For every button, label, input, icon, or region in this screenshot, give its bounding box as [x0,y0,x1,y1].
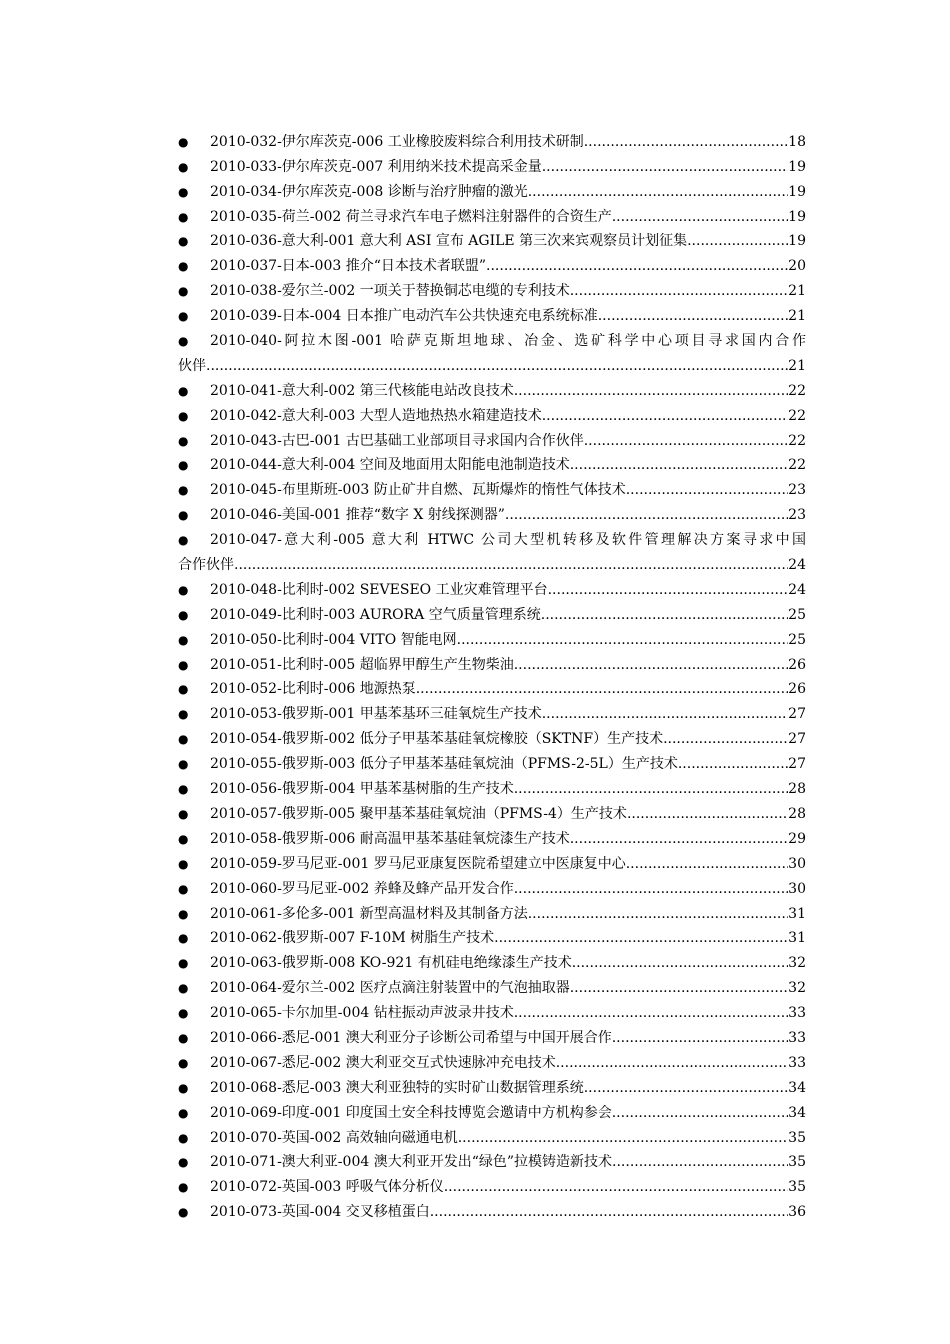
toc-entry[interactable] [178,897,806,922]
toc-entry-title: 2010-037-日本-003 推介“日本技术者联盟” [210,258,487,275]
toc-entry[interactable] [178,424,806,449]
dot-leader [458,1130,788,1146]
toc-page-number: 34 [788,1079,806,1096]
toc-page-number: 22 [788,457,806,474]
bullet-icon: ● [178,956,189,971]
toc-entry-title: 2010-046-美国-001 推荐“数字 X 射线探测器” [210,507,505,524]
toc-entry-title: 2010-065-卡尔加里-004 钻柱振动声波录井技术 [210,1005,514,1022]
toc-page-number: 27 [788,731,806,748]
toc-page-number: 30 [788,880,806,897]
dot-leader [570,980,788,996]
toc-entry-title: 2010-044-意大利-004 空间及地面用太阳能电池制造技术 [210,457,570,474]
toc-entry[interactable] [178,225,806,250]
toc-page-number: 26 [788,681,806,698]
toc-page-number: 30 [788,855,806,872]
toc-entry[interactable] [178,673,806,698]
toc-entry[interactable] [178,473,806,498]
bullet-icon: ● [178,1130,189,1145]
bullet-icon: ● [178,209,189,224]
dot-leader [584,1080,788,1096]
toc-entry[interactable] [178,822,806,847]
toc-entry-title: 2010-068-悉尼-003 澳大利亚独特的实时矿山数据管理系统 [210,1079,584,1096]
toc-page-number: 22 [788,432,806,449]
dot-leader [514,781,788,797]
bullet-icon: ● [178,234,189,249]
bullet-icon: ● [178,184,189,199]
toc-entry-title: 2010-047-意大利-005 意大利 HTWC 公司大型机转移及软件管理解决方案寻求中国 [210,532,806,549]
toc-entry[interactable] [178,996,806,1021]
dot-leader [570,283,788,299]
toc-entry-title: 2010-057-俄罗斯-005 聚甲基苯基硅氧烷油（PFMS-4）生产技术 [210,805,627,822]
toc-entry-title: 2010-069-印度-001 印度国土安全科技博览会邀请中方机构参会 [210,1104,612,1121]
toc-entry-title: 2010-050-比利时-004 VITO 智能电网 [210,631,457,648]
toc-entry[interactable] [178,150,806,175]
toc-page-number: 31 [788,930,806,947]
toc-entry[interactable] [178,125,806,150]
toc-page-number: 33 [788,1005,806,1022]
toc-page-number: 32 [788,980,806,997]
bullet-icon: ● [178,831,189,846]
bullet-icon: ● [178,1180,189,1195]
dot-leader [494,930,788,946]
toc-page-number: 27 [788,706,806,723]
dot-leader [678,756,788,772]
toc-entry-title: 2010-036-意大利-001 意大利 ASI 宣布 AGILE 第三次来宾观察员计划征集 [210,233,688,250]
toc-page-number: 34 [788,1104,806,1121]
toc-page-number: 28 [788,805,806,822]
toc-entry[interactable] [178,299,806,324]
toc-page-number: 25 [788,606,806,623]
toc-entry-title: 2010-032-伊尔库茨克-006 工业橡胶废料综合利用技术研制 [210,133,584,150]
toc-entry[interactable] [178,747,806,772]
dot-leader [663,731,788,747]
toc-page-number: 23 [788,482,806,499]
toc-entry-title: 2010-071-澳大利亚-004 澳大利亚开发出“绿色”拉模铸造新技术 [210,1154,613,1171]
toc-entry[interactable] [178,1021,806,1046]
toc-entry[interactable] [178,1170,806,1195]
dot-leader [505,507,788,523]
toc-entry-title: 2010-033-伊尔库茨克-007 利用纳米技术提高采金量 [210,158,542,175]
toc-entry-title: 2010-063-俄罗斯-008 KO-921 有机硅电绝缘漆生产技术 [210,955,572,972]
toc-entry[interactable] [178,922,806,947]
toc-entry[interactable] [178,1096,806,1121]
toc-entry[interactable] [178,648,806,673]
dot-leader [570,457,788,473]
toc-page-number: 28 [788,781,806,798]
bullet-icon: ● [178,408,189,423]
dot-leader [570,831,788,847]
toc-entry-title-continued: 合作伙伴 [178,557,234,574]
toc-entry-title: 2010-066-悉尼-001 澳大利亚分子诊断公司希望与中国开展合作 [210,1029,612,1046]
toc-entry-title: 2010-041-意大利-002 第三代核能电站改良技术 [210,382,514,399]
toc-entry[interactable] [178,971,806,996]
toc-entry-title: 2010-034-伊尔库茨克-008 诊断与治疗肿瘤的激光 [210,183,528,200]
dot-leader [548,582,789,598]
bullet-icon: ● [178,1055,189,1070]
toc-page-number: 19 [788,233,806,250]
toc-entry-title: 2010-060-罗马尼亚-002 养蜂及蜂产品开发合作 [210,880,514,897]
toc-page-number: 22 [788,407,806,424]
dot-leader [542,408,788,424]
dot-leader [687,233,788,249]
toc-entry[interactable] [178,175,806,200]
bullet-icon: ● [178,1006,189,1021]
dot-leader [612,1105,788,1121]
dot-leader [528,906,788,922]
toc-entry-title: 2010-054-俄罗斯-002 低分子甲基苯基硅氧烷橡胶（SKTNF）生产技术 [210,731,664,748]
bullet-icon: ● [178,259,189,274]
toc-page-number: 36 [788,1204,806,1221]
toc-entry-title: 2010-048-比利时-002 SEVESEO 工业灾难管理平台 [210,581,548,598]
toc-page-number: 21 [788,357,806,374]
bullet-icon: ● [178,806,189,821]
toc-entry-title: 2010-038-爱尔兰-002 一项关于替换铜芯电缆的专利技术 [210,283,570,300]
toc-entry[interactable] [178,449,806,474]
bullet-icon: ● [178,284,189,299]
toc-page-number: 21 [788,283,806,300]
toc-entry[interactable] [178,274,806,299]
toc-entry[interactable] [178,249,806,274]
toc-page-number: 25 [788,631,806,648]
toc-entry-title: 2010-039-日本-004 日本推广电动汽车公共快速充电系统标准 [210,308,598,325]
bullet-icon: ● [178,533,189,548]
toc-page-number: 21 [788,308,806,325]
bullet-icon: ● [178,856,189,871]
dot-leader [234,557,788,573]
toc-page-number: 32 [788,955,806,972]
toc-page-number: 35 [788,1154,806,1171]
bullet-icon: ● [178,582,189,597]
dot-leader [514,383,788,399]
bullet-icon: ● [178,732,189,747]
dot-leader [444,1179,788,1195]
toc-entry-title: 2010-045-布里斯班-003 防止矿井自燃、瓦斯爆炸的惰性气体技术 [210,482,626,499]
toc-page-number: 24 [788,557,806,574]
dot-leader [542,706,788,722]
bullet-icon: ● [178,682,189,697]
toc-page-number: 26 [788,656,806,673]
dot-leader [612,1030,788,1046]
bullet-icon: ● [178,508,189,523]
toc-entry-title: 2010-052-比利时-006 地源热泵 [210,681,416,698]
dot-leader [486,258,788,274]
toc-entry-title: 2010-053-俄罗斯-001 甲基苯基环三硅氧烷生产技术 [210,706,542,723]
bullet-icon: ● [178,159,189,174]
dot-leader [430,1204,788,1220]
toc-page-number: 19 [788,208,806,225]
bullet-icon: ● [178,309,189,324]
dot-leader [206,358,788,374]
toc-entry-title: 2010-049-比利时-003 AURORA 空气质量管理系统 [210,606,541,623]
toc-entry[interactable] [178,872,806,897]
dot-leader [514,657,788,673]
bullet-icon: ● [178,757,189,772]
dot-leader [626,482,788,498]
toc-entry-title: 2010-061-多伦多-001 新型高温材料及其制备方法 [210,905,528,922]
toc-entry[interactable] [178,598,806,623]
bullet-icon: ● [178,707,189,722]
toc-page-number: 31 [788,905,806,922]
toc-entry-title: 2010-059-罗马尼亚-001 罗马尼亚康复医院希望建立中医康复中心 [210,855,626,872]
toc-entry[interactable] [178,797,806,822]
dot-leader [626,856,788,872]
toc-page-number: 29 [788,830,806,847]
toc-entry[interactable] [178,1121,806,1146]
bullet-icon: ● [178,632,189,647]
toc-page-number: 33 [788,1029,806,1046]
bullet-icon: ● [178,483,189,498]
toc-page-number: 27 [788,756,806,773]
toc-page-number: 19 [788,158,806,175]
bullet-icon: ● [178,1205,189,1220]
dot-leader [598,308,788,324]
dot-leader [416,681,788,697]
toc-entry[interactable] [178,399,806,424]
toc-entry-title: 2010-051-比利时-005 超临界甲醇生产生物柴油 [210,656,514,673]
toc-entry[interactable] [178,1071,806,1096]
dot-leader [541,607,788,623]
dot-leader [457,632,789,648]
bullet-icon: ● [178,782,189,797]
toc-entry[interactable] [178,523,806,573]
toc-page-number: 19 [788,183,806,200]
bullet-icon: ● [178,383,189,398]
toc-entry[interactable] [178,1046,806,1071]
toc-entry[interactable] [178,573,806,598]
toc-entry[interactable] [178,200,806,225]
dot-leader [584,433,788,449]
dot-leader [612,1154,788,1170]
bullet-icon: ● [178,1105,189,1120]
toc-entry-title: 2010-073-英国-004 交叉移植蛋白 [210,1204,430,1221]
bullet-icon: ● [178,458,189,473]
toc-page-number: 18 [788,133,806,150]
dot-leader [514,1005,788,1021]
toc-entry-title: 2010-056-俄罗斯-004 甲基苯基树脂的生产技术 [210,781,514,798]
toc-entry-title-continued: 伙伴 [178,357,206,374]
bullet-icon: ● [178,657,189,672]
toc-page-number: 20 [788,258,806,275]
bullet-icon: ● [178,1030,189,1045]
toc-entry[interactable] [178,772,806,797]
toc-entry-title: 2010-040-阿拉木图-001 哈萨克斯坦地球、冶金、选矿科学中心项目寻求国内合作 [210,333,806,350]
dot-leader [514,881,788,897]
dot-leader [627,806,788,822]
dot-leader [612,209,788,225]
toc-page-number: 35 [788,1179,806,1196]
bullet-icon: ● [178,881,189,896]
toc-entry-title: 2010-064-爱尔兰-002 医疗点滴注射装置中的气泡抽取器 [210,980,570,997]
toc-entry[interactable] [178,498,806,523]
toc-entry-title: 2010-043-古巴-001 古巴基础工业部项目寻求国内合作伙伴 [210,432,584,449]
toc-entry[interactable] [178,324,806,374]
bullet-icon: ● [178,134,189,149]
table-of-contents [178,125,806,1220]
toc-entry-title: 2010-042-意大利-003 大型人造地热热水箱建造技术 [210,407,542,424]
toc-entry-title: 2010-072-英国-003 呼吸气体分析仪 [210,1179,444,1196]
toc-entry[interactable] [178,946,806,971]
dot-leader [584,134,788,150]
toc-entry[interactable] [178,623,806,648]
toc-page-number: 35 [788,1129,806,1146]
bullet-icon: ● [178,981,189,996]
toc-entry[interactable] [178,1195,806,1220]
toc-entry[interactable] [178,1146,806,1171]
toc-entry[interactable] [178,722,806,747]
dot-leader [528,184,788,200]
toc-entry-title: 2010-035-荷兰-002 荷兰寻求汽车电子燃料注射器件的合资生产 [210,208,612,225]
bullet-icon: ● [178,433,189,448]
toc-page-number: 22 [788,382,806,399]
toc-entry[interactable] [178,847,806,872]
dot-leader [572,955,788,971]
bullet-icon: ● [178,607,189,622]
bullet-icon: ● [178,931,189,946]
toc-page-number: 33 [788,1054,806,1071]
toc-entry-title: 2010-070-英国-002 高效轴向磁通电机 [210,1129,458,1146]
bullet-icon: ● [178,334,189,349]
toc-entry-title: 2010-062-俄罗斯-007 F-10M 树脂生产技术 [210,930,495,947]
bullet-icon: ● [178,906,189,921]
dot-leader [542,159,788,175]
toc-entry-title: 2010-055-俄罗斯-003 低分子甲基苯基硅氧烷油（PFMS-2-5L）生产技术 [210,756,678,773]
bullet-icon: ● [178,1080,189,1095]
dot-leader [556,1055,788,1071]
toc-entry-title: 2010-058-俄罗斯-006 耐高温甲基苯基硅氧烷漆生产技术 [210,830,570,847]
toc-entry[interactable] [178,374,806,399]
toc-page-number: 24 [788,581,806,598]
toc-entry[interactable] [178,697,806,722]
toc-page-number: 23 [788,507,806,524]
toc-entry-title: 2010-067-悉尼-002 澳大利亚交互式快速脉冲充电技术 [210,1054,556,1071]
bullet-icon: ● [178,1155,189,1170]
